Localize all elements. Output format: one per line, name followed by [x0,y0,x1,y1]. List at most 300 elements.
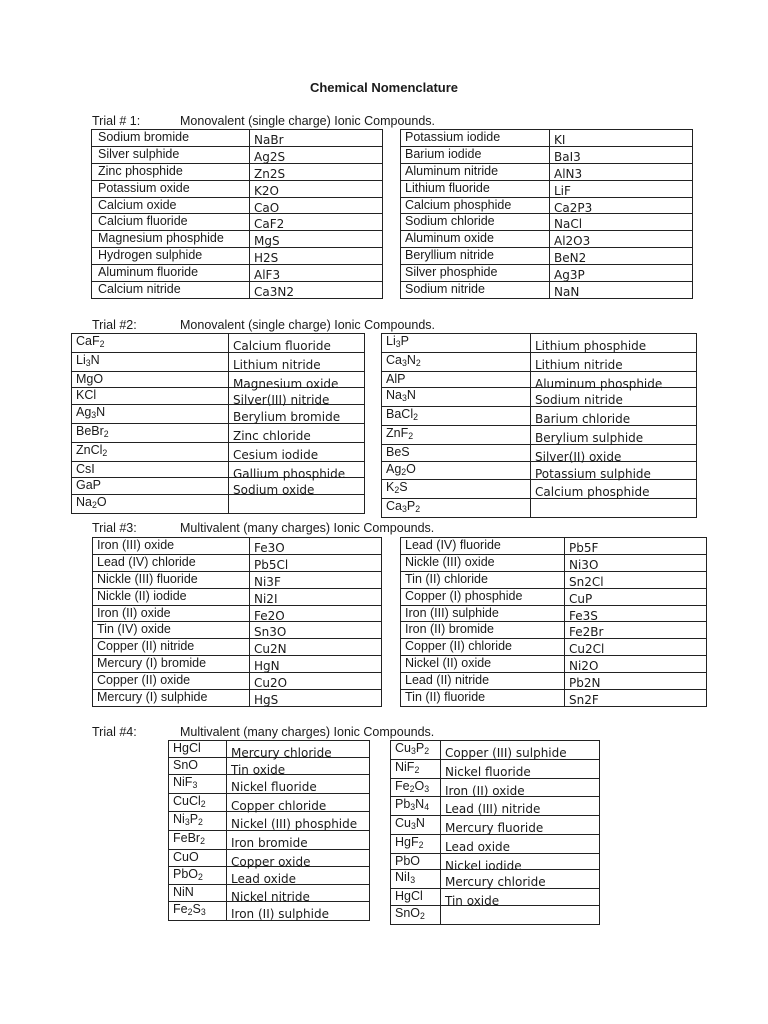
name-answer [229,405,365,424]
table-row [401,571,707,588]
trial-3-label: Trial #3: [92,521,137,535]
table-row [92,146,383,163]
formula-subscript: 2 [200,835,205,846]
formula-subscript: 2 [414,764,420,775]
formula-subscript: 2 [424,745,430,756]
name-answer [229,495,365,514]
compound-name [401,282,550,299]
trial-1-heading [92,114,435,128]
table-row [391,759,600,778]
compound-name-text: Iron (II) oxide [97,605,171,620]
formula-symbol: P [406,499,416,514]
formula-subscript: 2 [198,817,203,828]
chemical-formula [72,388,229,405]
formula-symbol: N [406,388,416,403]
compound-name-text: Sodium bromide [98,130,190,144]
name-answer [531,480,697,499]
name-answer-text: Calcium fluoride [233,339,331,353]
name-answer [441,778,600,797]
trial-1-right-table [400,129,693,299]
name-answer [227,793,370,812]
formula-answer-text: MgS [254,234,280,249]
formula-symbol: S [192,902,201,917]
formula-answer-text: CuP [569,591,593,606]
formula-symbol: O [96,495,107,510]
name-answer-text: Silver(III) nitride [233,393,330,408]
compound-name [401,690,565,707]
formula-answer-text: CaF2 [254,217,285,232]
compound-name [401,163,550,180]
formula-symbol: O [414,778,425,793]
compound-name [93,656,250,673]
name-answer-text: Lead oxide [445,839,511,854]
formula-symbol: CaF [76,334,100,348]
chemical-formula [72,495,229,514]
compound-name-text: Copper (II) chloride [405,639,512,654]
table-row [169,885,370,902]
formula-answer-text: Fe2Br [569,625,604,640]
formula-answer-text: AlN3 [554,166,583,181]
table-row [391,778,600,797]
formula-symbol: Pb [395,797,411,812]
table-row [72,461,365,478]
formula-symbol: N [96,405,106,420]
name-answer [441,759,600,778]
formula-answer [250,130,383,147]
trial-1-label: Trial # 1: [92,114,141,128]
name-answer [531,444,697,464]
compound-name [401,130,550,147]
formula-answer [565,605,707,622]
formula-answer [250,571,382,588]
formula-symbol: BeS [386,444,410,459]
table-row [401,130,693,147]
formula-answer-text: Al2O3 [554,234,591,249]
chemical-formula [382,407,531,426]
compound-name-text: Copper (II) oxide [97,673,191,688]
chemical-formula [169,885,227,902]
table-row [93,588,382,605]
name-answer-text: Silver(II) oxide [535,449,622,464]
chemical-formula [169,774,227,793]
formula-subscript: 3 [85,357,91,368]
name-answer-text: Iron bromide [231,836,308,851]
formula-answer [250,248,383,265]
compound-name [401,197,550,214]
formula-answer-text: Pb2N [569,676,601,691]
formula-subscript: 3 [184,817,190,828]
table-row [169,849,370,866]
formula-symbol: BeBr [76,424,104,439]
formula-symbol: Cu [395,741,411,755]
formula-subscript: 4 [424,802,430,812]
chemical-formula [72,334,229,353]
compound-name [93,690,250,707]
compound-name [93,605,250,622]
name-answer [229,352,365,371]
formula-answer-text: NaBr [254,133,284,147]
formula-symbol: Cu [395,816,411,830]
name-answer-text: Sodium oxide [233,483,315,498]
compound-name [92,146,250,163]
trial-2-heading [92,318,435,332]
table-row [382,499,697,518]
trial-2-right-table [381,333,697,518]
chemical-formula [72,424,229,443]
formula-answer-text: K2O [254,183,279,198]
trial-2-left-table [71,333,365,514]
compound-name-text: Aluminum fluoride [98,265,199,280]
name-answer-text: Copper oxide [231,854,311,869]
formula-answer-text: H2S [254,251,279,266]
formula-answer-text: BaI3 [554,149,581,164]
formula-answer-text: BeN2 [554,251,587,266]
chemical-formula [169,902,227,921]
table-row [93,656,382,673]
chemical-formula [382,334,531,353]
chemical-formula [382,388,531,407]
formula-answer [250,180,383,197]
name-answer-text: Copper chloride [231,798,327,813]
formula-symbol: Fe [395,778,410,793]
compound-name-text: Tin (IV) oxide [97,622,171,637]
formula-symbol: N [415,797,425,812]
formula-answer-text: Zn2S [254,166,286,181]
chemical-formula [169,757,227,774]
formula-subscript: 3 [410,745,416,756]
name-answer [441,906,600,925]
formula-answer-text: Fe3O [254,541,285,555]
name-answer-text: Lead (III) nitride [445,802,541,817]
name-answer [227,741,370,758]
table-row [93,673,382,690]
table-row [92,214,383,231]
formula-answer-text: Cu2N [254,642,287,657]
table-row [401,197,693,214]
formula-answer [250,214,383,231]
trial-4-title: Multivalent (many charges) Ionic Compounds. [180,725,435,739]
table-row [391,834,600,853]
trial-4-left-table [168,740,370,921]
compound-name [401,622,565,639]
formula-subscript: 2 [418,839,424,850]
table-row [382,425,697,444]
formula-subscript: 3 [401,393,407,404]
compound-name [93,538,250,555]
table-row [169,812,370,831]
name-answer-text: Potassium sulphide [535,466,651,481]
formula-answer [565,622,707,639]
compound-name [401,231,550,248]
name-answer [229,371,365,391]
formula-symbol: Ca [386,352,402,367]
table-row [169,902,370,921]
formula-answer-text: NaCl [554,217,583,232]
compound-name-text: Beryllium nitride [405,248,494,263]
table-row [72,405,365,424]
formula-answer [550,265,693,282]
name-answer-text: Lead oxide [231,871,297,886]
name-answer [531,371,697,391]
formula-answer [565,690,707,707]
formula-subscript: 3 [424,783,430,794]
compound-name-text: Tin (II) fluoride [405,690,486,705]
formula-subscript: 2 [91,500,97,511]
name-answer-text: Nickel nitride [231,890,310,905]
formula-symbol: GaP [76,478,102,493]
formula-subscript: 2 [415,503,421,514]
formula-symbol: Ca [386,499,402,514]
table-row [169,741,370,758]
formula-subscript: 3 [395,338,401,349]
formula-answer [565,656,707,673]
formula-answer [550,180,693,197]
formula-symbol: HgF [395,834,419,849]
formula-answer-text: Pb5Cl [254,557,289,572]
name-answer [229,424,365,443]
formula-symbol: Li [76,352,86,367]
chemical-formula [169,793,227,812]
table-row [401,673,707,690]
chemical-formula [391,906,441,925]
compound-name [92,248,250,265]
formula-symbol: BaCl [386,407,414,422]
compound-name [401,265,550,282]
compound-name [92,214,250,231]
table-row [72,352,365,371]
formula-symbol: Ag [76,405,92,420]
chemical-formula [72,461,229,478]
formula-subscript: 2 [198,871,203,882]
formula-answer [550,248,693,265]
compound-name-text: Iron (III) oxide [97,538,175,552]
formula-answer-text: Fe3S [569,608,598,623]
table-row [401,231,693,248]
formula-answer-text: Fe2O [254,608,285,623]
formula-answer [250,265,383,282]
table-row [92,248,383,265]
chemical-formula [382,461,531,480]
formula-answer-text: Ag3P [554,268,585,283]
formula-answer [550,282,693,299]
trial-3-right-table [400,537,707,707]
table-row [93,605,382,622]
name-answer-text: Gallium phosphide [233,466,346,481]
table-row [92,197,383,214]
compound-name [92,231,250,248]
formula-answer-text: Sn3O [254,625,287,640]
formula-answer [250,554,382,571]
formula-subscript: 3 [401,357,407,368]
formula-symbol: Ag [386,461,402,476]
table-row [401,214,693,231]
table-row [93,639,382,656]
table-row [93,622,382,639]
formula-answer [550,197,693,214]
compound-name [401,248,550,265]
formula-symbol: NiF [173,774,193,789]
chemical-formula [391,816,441,835]
compound-name-text: Mercury (I) bromide [97,656,207,671]
table-row [401,180,693,197]
formula-symbol: S [399,480,408,495]
table-row [401,163,693,180]
chemical-formula [169,831,227,850]
formula-subscript: 2 [415,357,421,368]
formula-subscript: 2 [394,485,400,496]
formula-subscript: 3 [401,503,407,514]
name-answer [229,334,365,353]
compound-name-text: Calcium phosphide [405,197,512,212]
name-answer-text: Mercury fluoride [445,821,544,835]
compound-name-text: Mercury (I) sulphide [97,690,208,705]
compound-name-text: Lead (IV) chloride [97,554,196,569]
formula-answer [250,622,382,639]
chemical-formula [169,866,227,885]
table-row [72,442,365,461]
compound-name-text: Copper (II) nitride [97,639,195,654]
name-answer [441,889,600,909]
table-row [92,180,383,197]
formula-answer-text: Ni3F [254,574,281,589]
formula-symbol: NiF [395,759,415,774]
table-row [72,334,365,353]
formula-symbol: CuCl [173,793,201,808]
formula-subscript: 3 [410,802,416,812]
formula-answer-text: Cu2Cl [569,642,605,657]
name-answer-text: Magnesium oxide [233,376,339,391]
chemical-formula [382,352,531,371]
formula-symbol: PbO [173,866,199,881]
name-answer-text: Iron (II) oxide [445,783,525,798]
compound-name [93,571,250,588]
formula-answer-text: Ni2O [569,659,599,674]
compound-name-text: Sodium chloride [405,214,495,229]
table-row [391,853,600,870]
formula-symbol: HgCl [395,889,423,904]
table-row [169,831,370,850]
chemical-formula [391,759,441,778]
trial-1-title: Monovalent (single charge) Ionic Compounds. [180,114,435,128]
formula-answer [250,673,382,690]
compound-name-text: Aluminum nitride [405,163,499,178]
formula-answer-text: Ni2I [254,591,278,606]
compound-name-text: Nickel (II) oxide [405,656,492,671]
table-row [382,480,697,499]
formula-answer [250,538,382,555]
table-row [391,741,600,760]
name-answer-text: Tin oxide [445,894,500,909]
formula-symbol: PbO [395,853,421,868]
table-row [93,538,382,555]
compound-name [401,554,565,571]
name-answer [531,334,697,353]
table-row [382,371,697,388]
compound-name [401,180,550,197]
table-row [169,774,370,793]
name-answer-text: Copper (III) sulphide [445,746,567,760]
chemical-formula [382,371,531,388]
compound-name-text: Calcium fluoride [98,214,188,229]
name-answer-text: Iron (II) sulphide [231,907,329,922]
name-answer-text: Nickel iodide [445,858,522,873]
formula-symbol: P [400,334,409,348]
chemical-formula [72,405,229,424]
compound-name-text: Sodium nitride [405,282,485,297]
formula-answer-text: HgS [254,693,279,708]
formula-symbol: AlP [386,371,406,386]
compound-name-text: Nickle (II) iodide [97,588,187,603]
name-answer [229,461,365,481]
formula-subscript: 2 [102,447,108,458]
formula-answer-text: Pb5F [569,541,599,555]
compound-name-text: Lead (II) nitride [405,673,490,688]
formula-answer-text: Ca2P3 [554,200,593,215]
formula-symbol: K [386,480,395,495]
formula-answer [550,146,693,163]
formula-subscript: 2 [413,411,418,422]
compound-name-text: Tin (II) chloride [405,571,488,586]
trial-1-left-table [91,129,383,299]
formula-subscript: 3 [410,875,416,886]
table-row [401,639,707,656]
chemical-formula [169,849,227,866]
compound-name-text: Iron (III) sulphide [405,605,499,620]
compound-name-text: Aluminum oxide [405,231,494,246]
formula-symbol: P [189,812,199,827]
formula-answer-text: LiF [554,183,571,198]
compound-name [401,673,565,690]
formula-answer-text: Ni3O [569,557,599,572]
formula-subscript: 2 [408,430,414,441]
formula-answer [250,282,383,299]
name-answer-text: Cesium iodide [233,447,319,462]
trial-4-right-table [390,740,600,925]
compound-name-text: Lead (IV) fluoride [405,538,501,552]
formula-subscript: 2 [200,798,206,809]
name-answer-text: Berylium sulphide [535,430,644,445]
formula-symbol: Na [386,388,402,403]
table-row [93,554,382,571]
formula-symbol: ZnF [386,425,409,440]
formula-answer-text: Ca3N2 [254,285,294,300]
table-row [72,371,365,388]
table-row [92,265,383,282]
trial-3-title: Multivalent (many charges) Ionic Compounds. [180,521,435,535]
table-row [92,130,383,147]
name-answer-text: Mercury chloride [445,875,546,890]
formula-symbol: NiN [173,885,194,900]
name-answer-text: Berylium bromide [233,410,341,425]
formula-answer [250,639,382,656]
table-row [391,797,600,816]
name-answer [227,885,370,905]
formula-subscript: 3 [192,779,198,790]
formula-answer-text: KI [554,133,566,147]
formula-answer [550,130,693,147]
formula-answer [550,214,693,231]
compound-name-text: Copper (I) phosphide [405,588,523,603]
formula-answer-text: NaN [554,285,580,300]
trial-4-label: Trial #4: [92,725,137,739]
compound-name-text: Zinc phosphide [98,163,183,178]
formula-answer [565,588,707,605]
name-answer [227,774,370,793]
chemical-formula [382,444,531,461]
name-answer [531,407,697,426]
formula-answer [250,163,383,180]
formula-answer [250,605,382,622]
